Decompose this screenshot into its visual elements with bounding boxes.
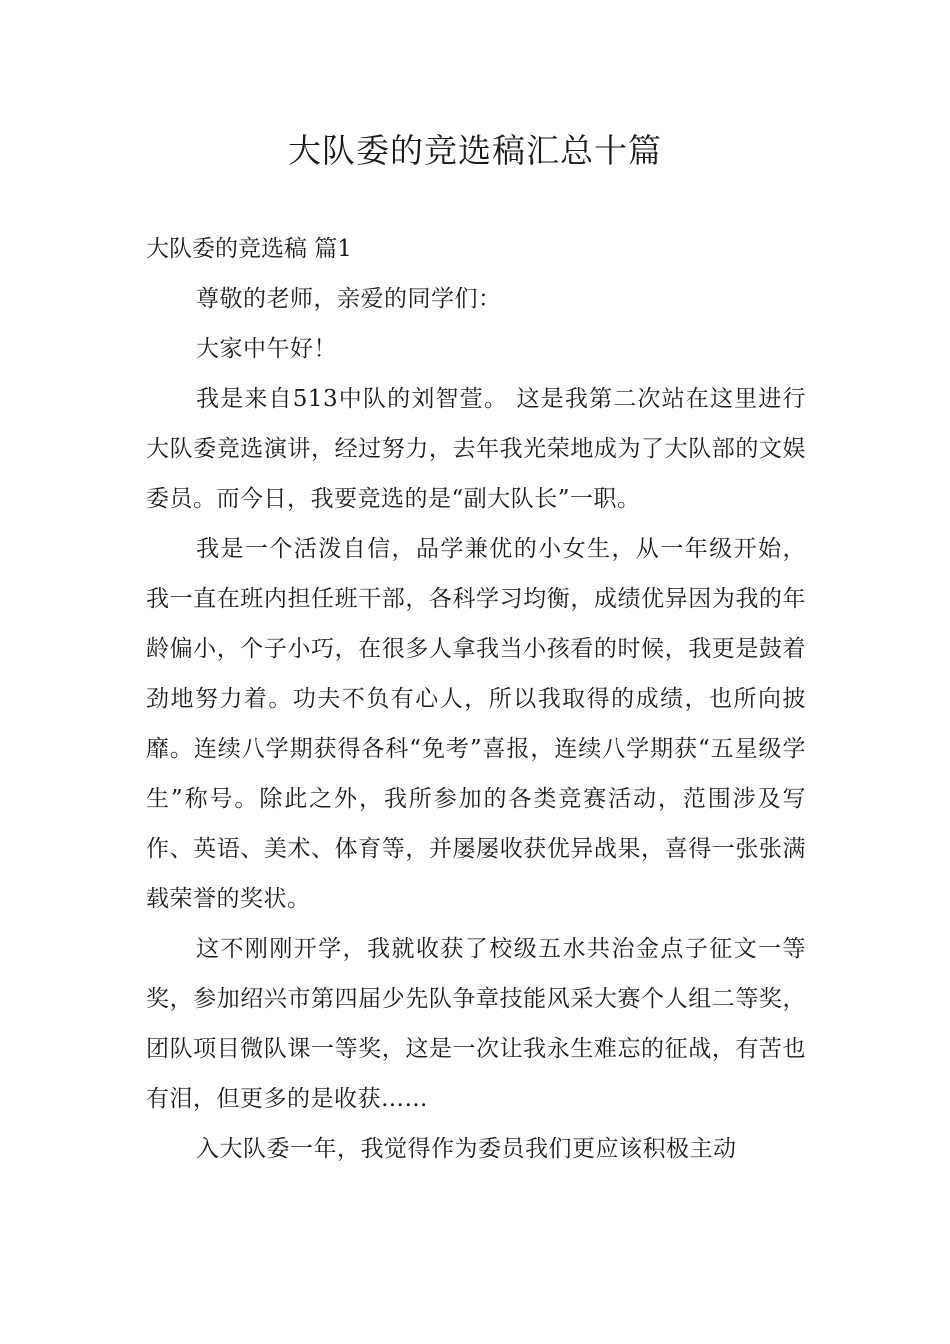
section-heading: 大队委的竞选稿 篇1 [146,236,352,262]
document-body [146,224,806,1174]
paragraph-achievements: 我是一个活泼自信，品学兼优的小女生，从一年级开始，我一直在班内担任班干部，各科学习均衡，成绩优异因为我的年龄偏小，个子小巧，在很多人拿我当小孩看的时候，我更是鼓着劲地努力着。功夫不负有心人，所以我取得的成绩，也所向披靡。连续八学期获得各科“免考”喜报，连续八学期获“五星级学生”称号。除此之外，我所参加的各类竞赛活动，范围涉及写作、英语、美术、体育等，并屡屡收获优异战果，喜得一张张满载荣誉的奖状。 [146,536,806,912]
paragraph-duties: 入大队委一年，我觉得作为委员我们更应该积极主动 [196,1136,737,1162]
paragraph-greeting: 尊敬的老师，亲爱的同学们： [196,286,502,312]
paragraph-awards: 这不刚刚开学，我就收获了校级五水共治金点子征文一等奖，参加绍兴市第四届少先队争章技能风采大赛个人组二等奖，团队项目微队课一等奖，这是一次让我永生难忘的征战，有苦也有泪，但更多的是收获…… [146,936,806,1112]
paragraph-introduction: 我是来自513中队的刘智萱。 这是我第二次站在这里进行大队委竞选演讲，经过努力，去年我光荣地成为了大队部的文娱委员。而今日，我要竞选的是“副大队长”一职。 [146,386,806,512]
document-title: 大队委的竞选稿汇总十篇 [288,131,662,170]
paragraph-salutation: 大家中午好！ [196,336,337,362]
